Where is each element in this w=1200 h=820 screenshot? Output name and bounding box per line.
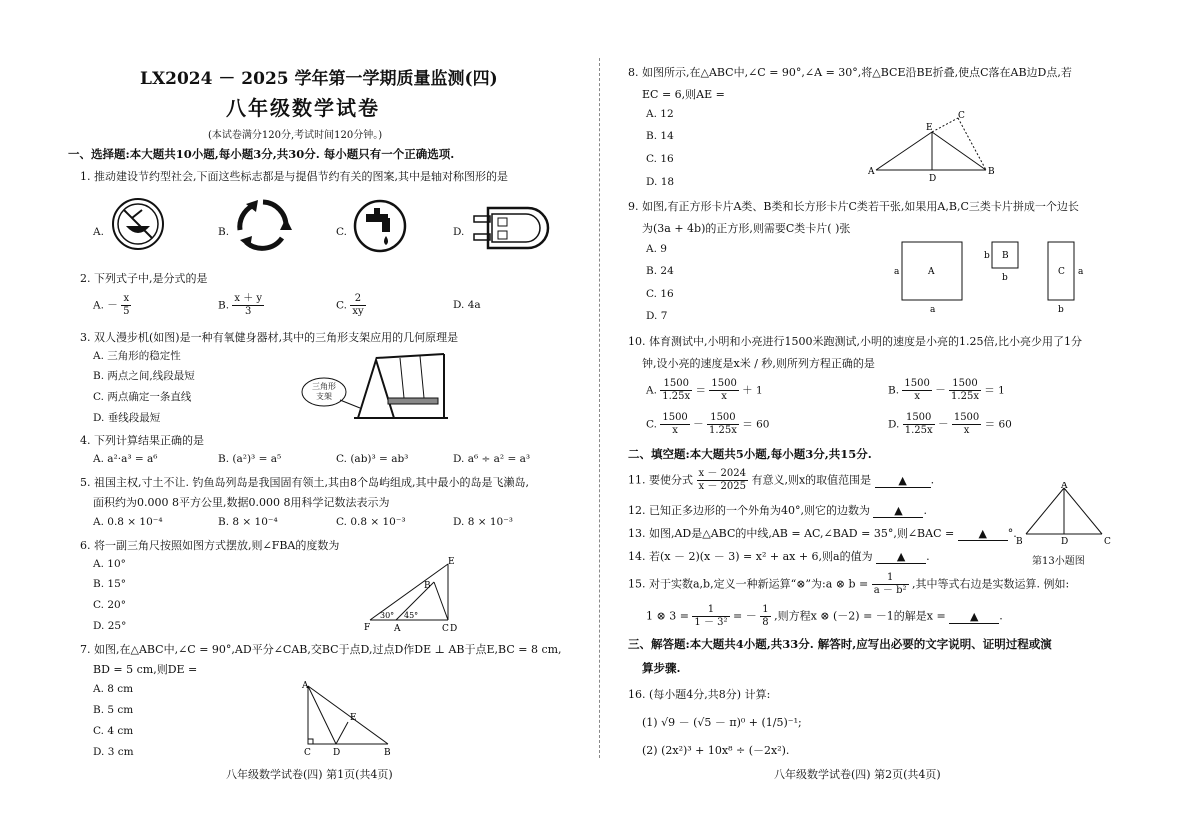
q4-option-b: B. (a²)³ = a⁵	[218, 453, 282, 465]
q15-example-post: ,则方程x ⊗ (－2) = －1的解是x =	[774, 609, 946, 623]
q15-ex-n2: 1	[762, 604, 769, 615]
q10-d-tail: ＝ 60	[984, 418, 1012, 431]
q9-option-d: D. 7	[646, 310, 668, 322]
faucet-logo	[352, 198, 408, 254]
q13-isosceles-figure	[1016, 482, 1146, 552]
q4-option-c: C. (ab)³ = ab³	[336, 453, 409, 465]
q13-label-d: D	[1061, 537, 1069, 547]
q15-answer-blank[interactable]	[949, 610, 999, 624]
q15-ex-d2: 8	[762, 617, 769, 628]
page-divider	[599, 58, 600, 758]
q11-period: .	[930, 473, 935, 487]
q6-angle-30: 30°	[380, 611, 395, 620]
q11-den: x － 2025	[698, 481, 746, 492]
q12-stem: 12. 已知正多边形的一个外角为40°,则它的边数为	[628, 504, 870, 517]
q9-stem-line2: 为(3a + 4b)的正方形,则需要C类卡片( )张	[642, 222, 851, 235]
q7-label-b: B	[384, 748, 391, 758]
q10-a-tail: ＋ 1	[742, 384, 763, 397]
q10-b-label: B.	[888, 384, 900, 397]
q5-stem-line1: 5. 祖国主权,寸土不让. 钓鱼岛列岛是我国固有领土,其由8个岛屿组成,其中最小的岛是飞濑岛,	[80, 476, 529, 489]
q6-label-a: A	[394, 624, 401, 634]
q16-stem: 16. (每小题4分,共8分) 计算:	[628, 688, 771, 701]
q3-option-d: D. 垂线段最短	[93, 412, 161, 424]
q13	[628, 525, 1017, 541]
q10-c-f1-den: x	[672, 425, 678, 436]
q15-example-frac2	[760, 604, 770, 629]
q12-answer-blank[interactable]	[873, 504, 923, 518]
q11-post: 有意义,则x的取值范围是	[751, 473, 872, 487]
q10-c-frac2	[707, 412, 739, 437]
q10-d-frac2	[952, 412, 981, 437]
q1-option-a: A.	[93, 226, 104, 238]
left-footer: 八年级数学试卷(四) 第1页(共4页)	[226, 768, 393, 781]
q6-label-e: E	[448, 557, 455, 567]
q1-stem: 1. 推动建设节约型社会,下面这些标志都是与提倡节约有关的图案,其中是轴对称图形的是	[80, 170, 508, 183]
q11-pre: 11. 要使分式	[628, 473, 693, 487]
q9-stem-line1: 9. 如图,有正方形卡片A类、B类和长方形卡片C类若干张,如果用A,B,C三类卡片拼成一个边长	[628, 200, 1079, 213]
section-answer-header-line1: 三、解答题:本大题共4小题,共33分. 解答时,应写出必要的文字说明、证明过程或演	[628, 637, 1052, 651]
q13-stem: 13. 如图,AD是△ABC的中线,AB = AC,∠BAD = 35°,则∠BAC =	[628, 527, 955, 540]
q13-degree: °.	[1007, 527, 1017, 540]
q10-b-frac1	[902, 378, 931, 403]
q10-d-f2-num: 1500	[953, 412, 980, 423]
q2-option-c	[336, 293, 366, 318]
section-choice-header: 一、选择题:本大题共10小题,每小题3分,共30分. 每小题只有一个正确选项.	[68, 147, 455, 161]
exam-title: LX2024 － 2025 学年第一学期质量监测(四)	[140, 69, 498, 89]
q5-option-b: B. 8 × 10⁻⁴	[218, 516, 278, 528]
q15-line1	[628, 572, 1069, 597]
q13-figure-caption: 第13小题图	[1032, 556, 1085, 567]
q2-a-fraction	[121, 293, 131, 318]
q8-option-b: B. 14	[646, 130, 674, 142]
q2-c-fraction	[350, 293, 365, 318]
q10-a-f1-den: 1.25x	[662, 391, 691, 402]
q15-example-pre: 1 ⊗ 3 =	[646, 609, 689, 623]
q10-d-label: D.	[888, 418, 900, 431]
water-saving-logo	[110, 196, 166, 252]
q1-option-b: B.	[218, 226, 230, 238]
q8-fold-triangle-figure	[868, 110, 998, 182]
q2-option-b-label: B.	[218, 299, 230, 312]
q10-option-d	[888, 412, 1012, 437]
q6-option-d: D. 25°	[93, 620, 127, 632]
q3-stem: 3. 双人漫步机(如图)是一种有氧健身器材,其中的三角形支架应用的几何原理是	[80, 331, 459, 344]
q13-answer-blank[interactable]	[958, 527, 1008, 541]
q2-option-c-label: C.	[336, 299, 347, 312]
q8-stem-line2: EC = 6,则AE =	[642, 88, 725, 101]
q14-answer-blank[interactable]	[876, 550, 926, 564]
exam-subtitle: 八年级数学试卷	[226, 96, 380, 120]
q4-option-d: D. a⁶ ÷ a² = a³	[453, 453, 531, 465]
q6-triangle-rulers-figure	[356, 556, 466, 634]
q11-fraction	[697, 468, 748, 493]
q6-option-c: C. 20°	[93, 599, 126, 611]
q12-period: .	[923, 504, 927, 517]
q16-part1: (1) √9 － (√5 － π)⁰ + (1/5)⁻¹;	[642, 716, 802, 729]
q1-option-c: C.	[336, 226, 347, 238]
q7-stem-line2: BD = 5 cm,则DE =	[93, 663, 198, 676]
q10-stem-line1: 10. 体育测试中,小明和小亮进行1500米跑测试,小明的速度是小亮的1.25倍,比小亮少用了1分	[628, 335, 1082, 348]
q9-card-c-bottom: b	[1058, 305, 1064, 315]
q13-label-c: C	[1104, 537, 1111, 547]
q15-period: .	[999, 609, 1003, 623]
q2-b-den: 3	[245, 306, 252, 317]
q14-stem: 14. 若(x － 2)(x － 3) = x² + ax + 6,则a的值为	[628, 550, 873, 563]
q7-label-c: C	[304, 748, 311, 758]
q10-c-f1-num: 1500	[662, 412, 688, 423]
right-page	[604, 0, 1200, 820]
q10-a-label: A.	[646, 384, 657, 397]
q10-c-minus: －	[693, 418, 704, 431]
q9-card-b-label: B	[1002, 251, 1009, 261]
q15-pre: 15. 对于实数a,b,定义一种新运算“⊗”为:a ⊗ b =	[628, 577, 869, 591]
q7-triangle-figure	[296, 678, 400, 758]
right-footer: 八年级数学试卷(四) 第2页(共4页)	[774, 768, 941, 781]
q10-b-f1-num: 1500	[904, 378, 930, 389]
q10-a-frac1	[660, 378, 692, 403]
q10-b-tail: ＝ 1	[984, 384, 1005, 397]
q15-def-fraction	[872, 572, 909, 597]
q2-b-num: x ＋ y	[234, 293, 263, 304]
q7-label-a: A	[302, 681, 309, 691]
q2-option-b	[218, 293, 264, 318]
q10-a-frac2	[709, 378, 738, 403]
q10-b-f1-den: x	[914, 391, 920, 402]
q5-stem-line2: 面积约为0.000 8平方公里,数据0.000 8用科学记数法表示为	[93, 496, 390, 509]
q9-option-c: C. 16	[646, 288, 674, 300]
q10-stem-line2: 钟,设小亮的速度是x米 / 秒,则所列方程正确的是	[642, 357, 875, 370]
q10-b-f2-den: 1.25x	[951, 391, 979, 402]
q10-option-a	[646, 378, 763, 403]
q8-option-a: A. 12	[646, 108, 674, 120]
q9-card-b-bottom: b	[1002, 273, 1008, 283]
q14	[628, 548, 930, 564]
q10-option-c	[646, 412, 769, 437]
q10-a-f2-den: x	[721, 391, 727, 402]
q10-c-frac1	[660, 412, 689, 437]
q7-option-b: B. 5 cm	[93, 704, 134, 716]
q11-blank-mark: ▲	[898, 473, 907, 487]
q10-b-f2-num: 1500	[949, 378, 981, 391]
q6-angle-45: 45°	[404, 611, 419, 620]
left-page	[0, 0, 596, 820]
q5-option-a: A. 0.8 × 10⁻⁴	[93, 516, 163, 528]
q15-blank-mark: ▲	[970, 609, 979, 623]
q4-stem: 4. 下列计算结果正确的是	[80, 434, 204, 447]
q9-card-c-side: a	[1078, 267, 1084, 277]
q7-option-a: A. 8 cm	[93, 683, 134, 695]
q3-option-c: C. 两点确定一条直线	[93, 391, 192, 403]
q13-blank-mark: ▲	[978, 527, 987, 540]
q10-a-eq: ＝	[695, 384, 707, 397]
q3-callout-label: 三角形支架	[312, 382, 336, 401]
q10-c-f2-num: 1500	[707, 412, 739, 425]
q9-card-b-side: b	[984, 251, 990, 261]
q13-label-a: A	[1061, 482, 1068, 491]
q6-option-a: A. 10°	[93, 558, 126, 570]
q14-blank-mark: ▲	[896, 550, 906, 563]
q7-option-d: D. 3 cm	[93, 746, 134, 758]
section-fill-header: 二、填空题:本大题共5小题,每小题3分,共15分.	[628, 447, 872, 461]
q2-option-d: D. 4a	[453, 299, 481, 311]
q9-card-a-label: A	[928, 267, 935, 277]
q15-line2	[646, 604, 1003, 629]
q10-b-minus: －	[935, 384, 946, 397]
q8-option-d: D. 18	[646, 176, 675, 188]
q10-c-label: C.	[646, 418, 657, 431]
q2-stem: 2. 下列式子中,是分式的是	[80, 272, 208, 285]
q3-option-a: A. 三角形的稳定性	[93, 350, 181, 362]
q2-option-a	[93, 293, 131, 318]
q6-stem: 6. 将一副三角尺按照如图方式摆放,则∠FBA的度数为	[80, 539, 340, 552]
q10-option-b	[888, 378, 1005, 403]
q10-d-f2-den: x	[963, 425, 970, 436]
q10-d-frac1	[903, 412, 935, 437]
q8-label-e: E	[926, 123, 933, 133]
q8-label-a: A	[868, 167, 875, 177]
q9-cards-figure	[892, 236, 1092, 318]
q11	[628, 468, 934, 493]
q7-stem-line1: 7. 如图,在△ABC中,∠C = 90°,AD平分∠CAB,交BC于点D,过点D作DE ⊥ AB于点E,BC = 8 cm,	[80, 643, 562, 656]
exam-note: (本试卷满分120分,考试时间120分钟。)	[208, 130, 383, 141]
q6-label-c: C	[442, 624, 449, 634]
q2-a-den: 5	[123, 306, 130, 317]
q8-label-d: D	[929, 174, 937, 182]
q2-a-num: x	[121, 293, 131, 306]
q10-a-f2-num: 1500	[711, 378, 737, 389]
q8-option-c: C. 16	[646, 153, 674, 165]
q9-option-b: B. 24	[646, 265, 674, 277]
q1-option-d: D.	[453, 226, 465, 238]
q15-post: ,其中等式右边是实数运算. 例如:	[912, 577, 1070, 591]
section-answer-header-line2: 算步骤.	[642, 661, 681, 675]
q8-label-c: C	[958, 111, 965, 121]
q13-label-b: B	[1016, 537, 1023, 547]
q10-c-tail: ＝ 60	[742, 418, 770, 431]
plug-logo	[470, 204, 550, 252]
q7-label-e: E	[350, 713, 357, 723]
q2-c-num: 2	[350, 293, 365, 306]
q10-d-f1-den: 1.25x	[904, 425, 933, 436]
q3-option-b: B. 两点之间,线段最短	[93, 370, 195, 382]
q9-option-a: A. 9	[646, 243, 667, 255]
q2-option-a-label: A. －	[93, 299, 118, 312]
q11-answer-blank[interactable]	[875, 474, 931, 488]
q6-label-d: D	[450, 624, 458, 634]
q2-b-fraction	[232, 293, 264, 318]
q15-example-mid: = －	[733, 609, 757, 623]
q9-card-a-side: a	[894, 267, 900, 277]
q14-period: .	[926, 550, 930, 563]
q10-b-frac2	[949, 378, 981, 403]
q11-num: x － 2024	[698, 468, 746, 479]
q2-c-den: xy	[352, 306, 364, 317]
q6-label-b: B	[424, 581, 431, 591]
q7-option-c: C. 4 cm	[93, 725, 134, 737]
q9-card-a-bottom: a	[930, 305, 936, 315]
q12	[628, 502, 927, 518]
q5-option-d: D. 8 × 10⁻³	[453, 516, 513, 528]
q16-part2: (2) (2x²)³ + 10x⁸ ÷ (－2x²).	[642, 744, 790, 757]
q12-blank-mark: ▲	[894, 504, 903, 517]
q10-a-f1-num: 1500	[660, 378, 692, 391]
q5-option-c: C. 0.8 × 10⁻³	[336, 516, 406, 528]
q4-option-a: A. a²·a³ = a⁶	[93, 453, 158, 465]
q8-stem-line1: 8. 如图所示,在△ABC中,∠C = 90°,∠A = 30°,将△BCE沿BE折叠,使点C落在AB边D点,若	[628, 66, 1072, 79]
q15-example-frac1	[692, 604, 729, 629]
q6-label-f: F	[364, 623, 371, 633]
q8-label-b: B	[988, 167, 995, 177]
q15-def-num: 1	[872, 572, 909, 585]
q15-ex-n1: 1	[692, 604, 729, 617]
q10-d-f1-num: 1500	[903, 412, 935, 425]
q10-c-f2-den: 1.25x	[708, 425, 737, 436]
q10-d-minus: －	[937, 418, 949, 431]
q15-ex-d1: 1 － 3²	[694, 617, 728, 628]
q6-option-b: B. 15°	[93, 578, 127, 590]
q15-def-den: a － b²	[873, 585, 907, 596]
q7-label-d: D	[333, 748, 341, 758]
recycle-logo	[232, 196, 294, 256]
q9-card-c-label: C	[1058, 267, 1065, 277]
